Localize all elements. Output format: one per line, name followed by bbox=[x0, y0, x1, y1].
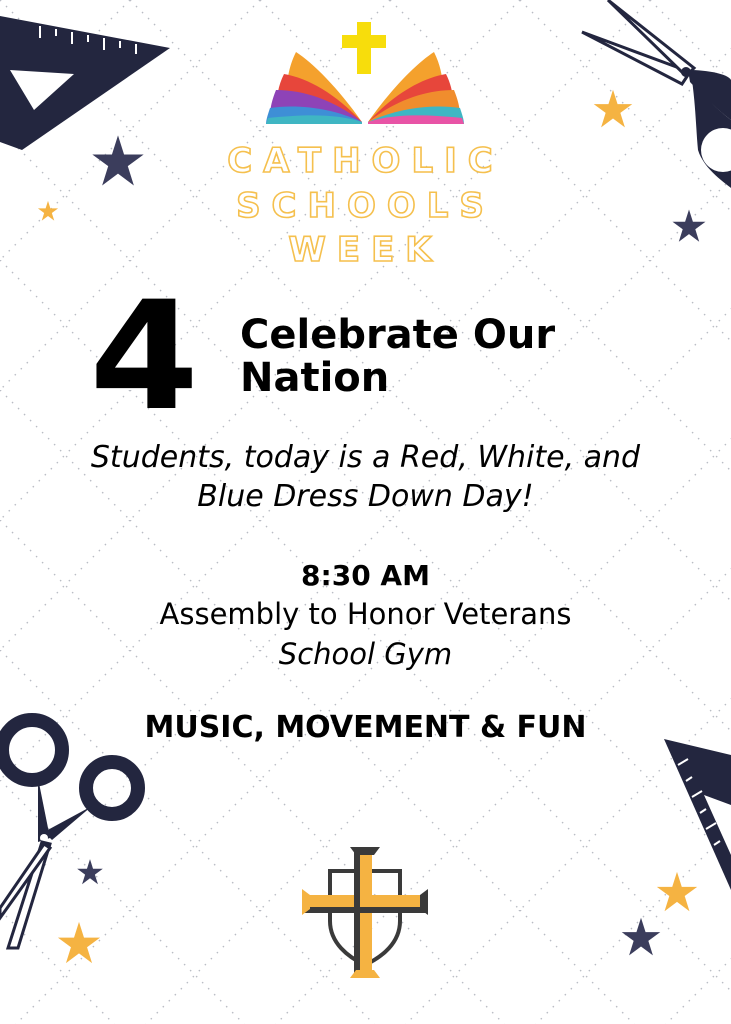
star-icon bbox=[655, 870, 699, 914]
star-icon bbox=[671, 208, 707, 244]
day-number: 4 bbox=[89, 270, 199, 444]
star-icon bbox=[76, 858, 104, 886]
header-line-schools: SCHOOLS bbox=[236, 186, 495, 226]
event-location: School Gym bbox=[278, 637, 453, 671]
star-icon bbox=[56, 920, 102, 966]
star-icon bbox=[37, 200, 59, 222]
header-line-catholic: CATHOLIC bbox=[227, 141, 504, 181]
message-line2: Blue Dress Down Day! bbox=[197, 479, 534, 514]
event-time: 8:30 AM bbox=[301, 559, 430, 592]
star-icon bbox=[620, 916, 662, 958]
tagline: MUSIC, MOVEMENT & FUN bbox=[144, 710, 587, 745]
day-title bbox=[240, 314, 555, 400]
cross-icon bbox=[342, 22, 386, 74]
day-title-line1: Celebrate Our bbox=[240, 312, 556, 358]
star-icon bbox=[90, 133, 146, 189]
header-line-week: WEEK bbox=[288, 230, 443, 270]
crest-cross-icon bbox=[302, 845, 428, 980]
event-name: Assembly to Honor Veterans bbox=[159, 597, 572, 631]
star-icon bbox=[592, 88, 634, 130]
message-line1: Students, today is a Red, White, and bbox=[90, 440, 641, 475]
day-title-line2: Nation bbox=[240, 355, 390, 401]
triangle-ruler-icon bbox=[0, 12, 175, 152]
book-logo-icon bbox=[258, 18, 472, 130]
